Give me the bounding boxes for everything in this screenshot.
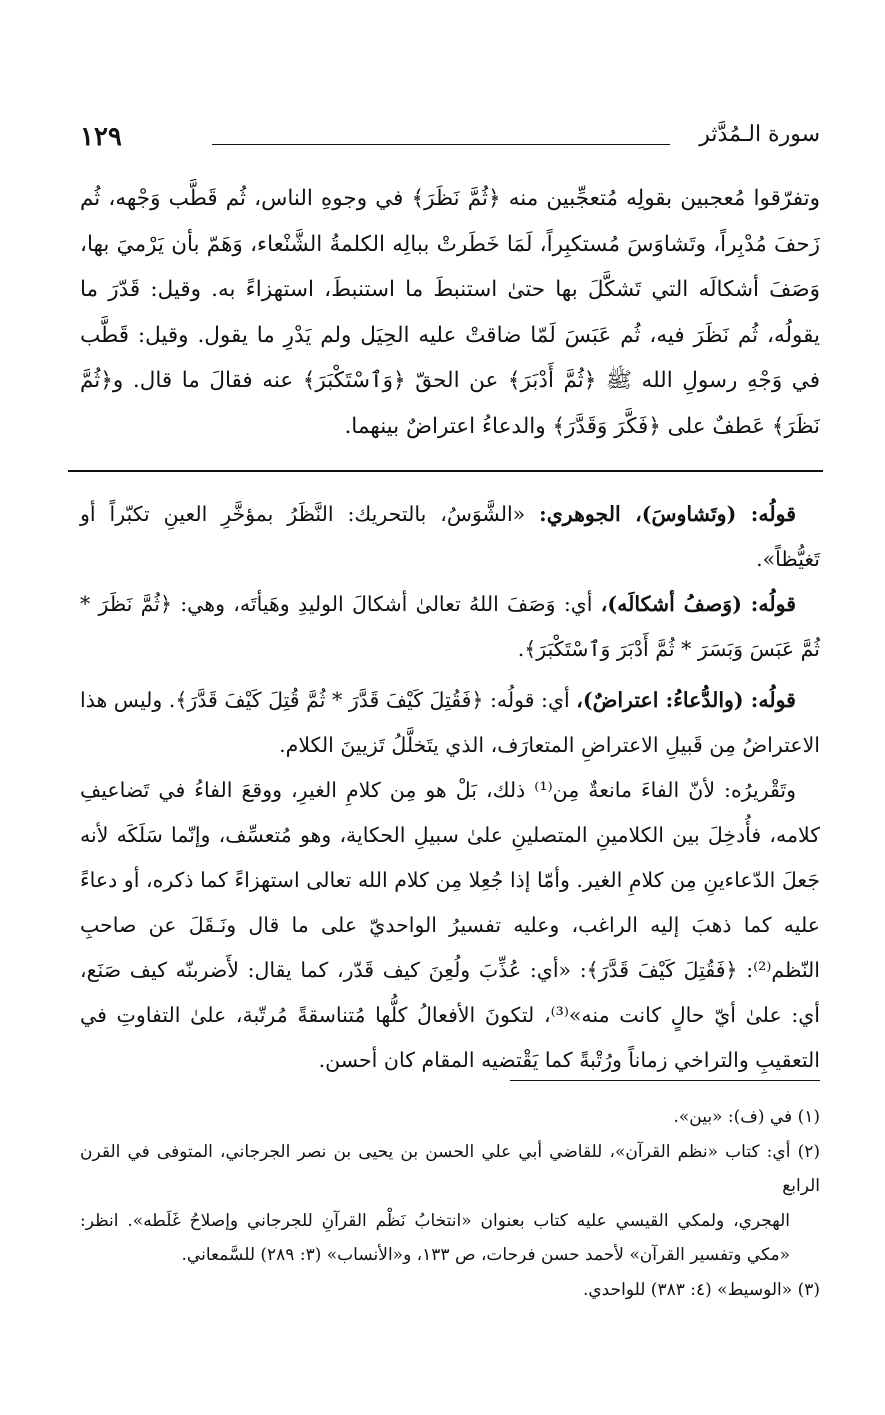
footnote-2-continued: الهجري، ولمكي القيسي عليه كتاب بعنوان «انتخابُ نَظْم القرآنِ للجرجاني وإصلاحُ غَلَطه». انظر: «مكي وتفسير القرآن» لأحمد حسن فرحات، ص ١٣٣، و«الأنساب» (٣: ٢٨٩) للسَّمعاني.	[80, 1210, 790, 1265]
commentary-lead-1: قولُه: (وتَشاوسَ)، الجوهري:	[539, 502, 797, 526]
commentary-body-3: أي: قولُه: ﴿فَقُتِلَ كَيْفَ قَدَّرَ * ثُمَّ قُتِلَ كَيْفَ قَدَّرَ﴾. وليس هذا الاعتراضُ مِن قَبيلِ الاعتراضِ المتعارَف، الذي يتَخلَّلُ تَزيينَ الكلام.	[80, 688, 820, 757]
commentary-paragraph-2	[80, 582, 820, 672]
page-number: ١٢٩	[80, 122, 122, 152]
commentary-lead-3: قولُه: (والدُّعاءُ: اعتراضٌ)،	[576, 688, 796, 712]
footnote-separator	[510, 1080, 820, 1081]
commentary-paragraph-4: وتَقْريرُه: لأنّ الفاءَ مانعةٌ مِن⁽¹⁾ ذلك، بَلْ هو مِن كلامِ الغيرِ، ووقعَ الفاءُ في تَضاعيفِ كلامه، فأُدخِلَ بين الكلامينِ المتصلينِ علىٰ سبيلِ الحكاية، وهو مُتعسِّف، وإنّما سَلَكَه لأنه جَعلَ الدّعاءينِ مِن كلامِ الغير. وأمّا إذا جُعِلا مِن كلام الله تعالى استهزاءً كما ذكره، أو دعاءً عليه كما ذهبَ إليه الراغب، وعليه تفسيرُ الواحديّ على ما قال ونَـقَلَ عن صاحبِ النّظم⁽²⁾: ﴿فَقُتِلَ كَيْفَ قَدَّرَ﴾: «أي: عُذِّبَ ولُعِنَ كيف قَدّر، كما يقال: لأَضربنّه كيف صَنَع، أي: علىٰ أيّ حالٍ كانت منه»⁽³⁾، لتكونَ الأفعالُ كلُّها مُتناسقةً مُرتّبة، علىٰ التفاوتِ في التعقيبِ والتراخي زماناً ورُتْبةً كما يَقْتضيه المقام كان أحسن.	[80, 778, 821, 1072]
commentary-body-1: «الشَّوَسُ، بالتحريك: النَّظَرُ بمؤخَّرِ العينِ تكبّراً أو تَغيُّظاً».	[80, 502, 820, 571]
footnote-1: (١) في (ف): «بين».	[673, 1107, 820, 1127]
main-text: وتفرّقوا مُعجبين بقولِه مُتعجِّبين منه ﴿ثُمَّ نَظَرَ﴾ في وجوهِ الناس، ثُم قَطَّب وَجْهه، ثُم زَحفَ مُدْبِراً، وتَشاوَسَ مُستكبِراً، لَمَا خَطَرتْ ببالِه الكلمةُ الشَّنْعاء، وَهَمّ بأن يَرْميَ بها، وَصَفَ أشكالَه التي تَشكَّلَ بها حتىٰ استنبطَ ما استنبطَ، استهزاءً به. وقيل: قَدّرَ ما يقولُه، ثُم نَظَرَ فيه، ثُم عَبَسَ لَمّا ضاقتْ عليه الحِيَل ولم يَدْرِ ما يقول. وقيل: قَطَّب في وَجْهِ رسولِ الله ﷺ ﴿ثُمَّ أَدْبَرَ﴾ عن الحقّ ﴿وَٱسْتَكْبَرَ﴾ عنه فقالَ ما قال. و﴿ثُمَّ نَظَرَ﴾ عَطفٌ على ﴿فَكَّرَ وَقَدَّرَ﴾ والدعاءُ اعتراضٌ بينهما.	[80, 186, 820, 439]
commentary-paragraph-1	[80, 492, 820, 582]
header-rule	[212, 144, 670, 145]
surah-title: سورة الـمُدَّثر	[699, 122, 820, 147]
commentary-lead-2: قولُه: (وَصفُ أشكالَه)،	[600, 592, 796, 616]
footnotes	[80, 1100, 820, 1307]
page-header	[80, 122, 820, 162]
commentary-paragraph-3	[80, 678, 820, 768]
main-separator	[68, 470, 823, 472]
footnote-2: (٢) أي: كتاب «نظم القرآن»، للقاضي أبي علي الحسن بن يحيى بن نصر الجرجاني، المتوفى في القرن الرابع	[80, 1141, 820, 1196]
footnote-3: (٣) «الوسيط» (٤: ٣٨٣) للواحدي.	[582, 1279, 820, 1300]
commentary	[80, 492, 820, 1083]
commentary-body-2: أي: وَصَفَ اللهُ تعالىٰ أشكالَ الوليدِ وهَيأتَه، وهي: ﴿ثُمَّ نَظَرَ * ثُمَّ عَبَسَ وَبَسَرَ * ثُمَّ أَدْبَرَ وَٱسْتَكْبَرَ﴾.	[80, 592, 820, 661]
